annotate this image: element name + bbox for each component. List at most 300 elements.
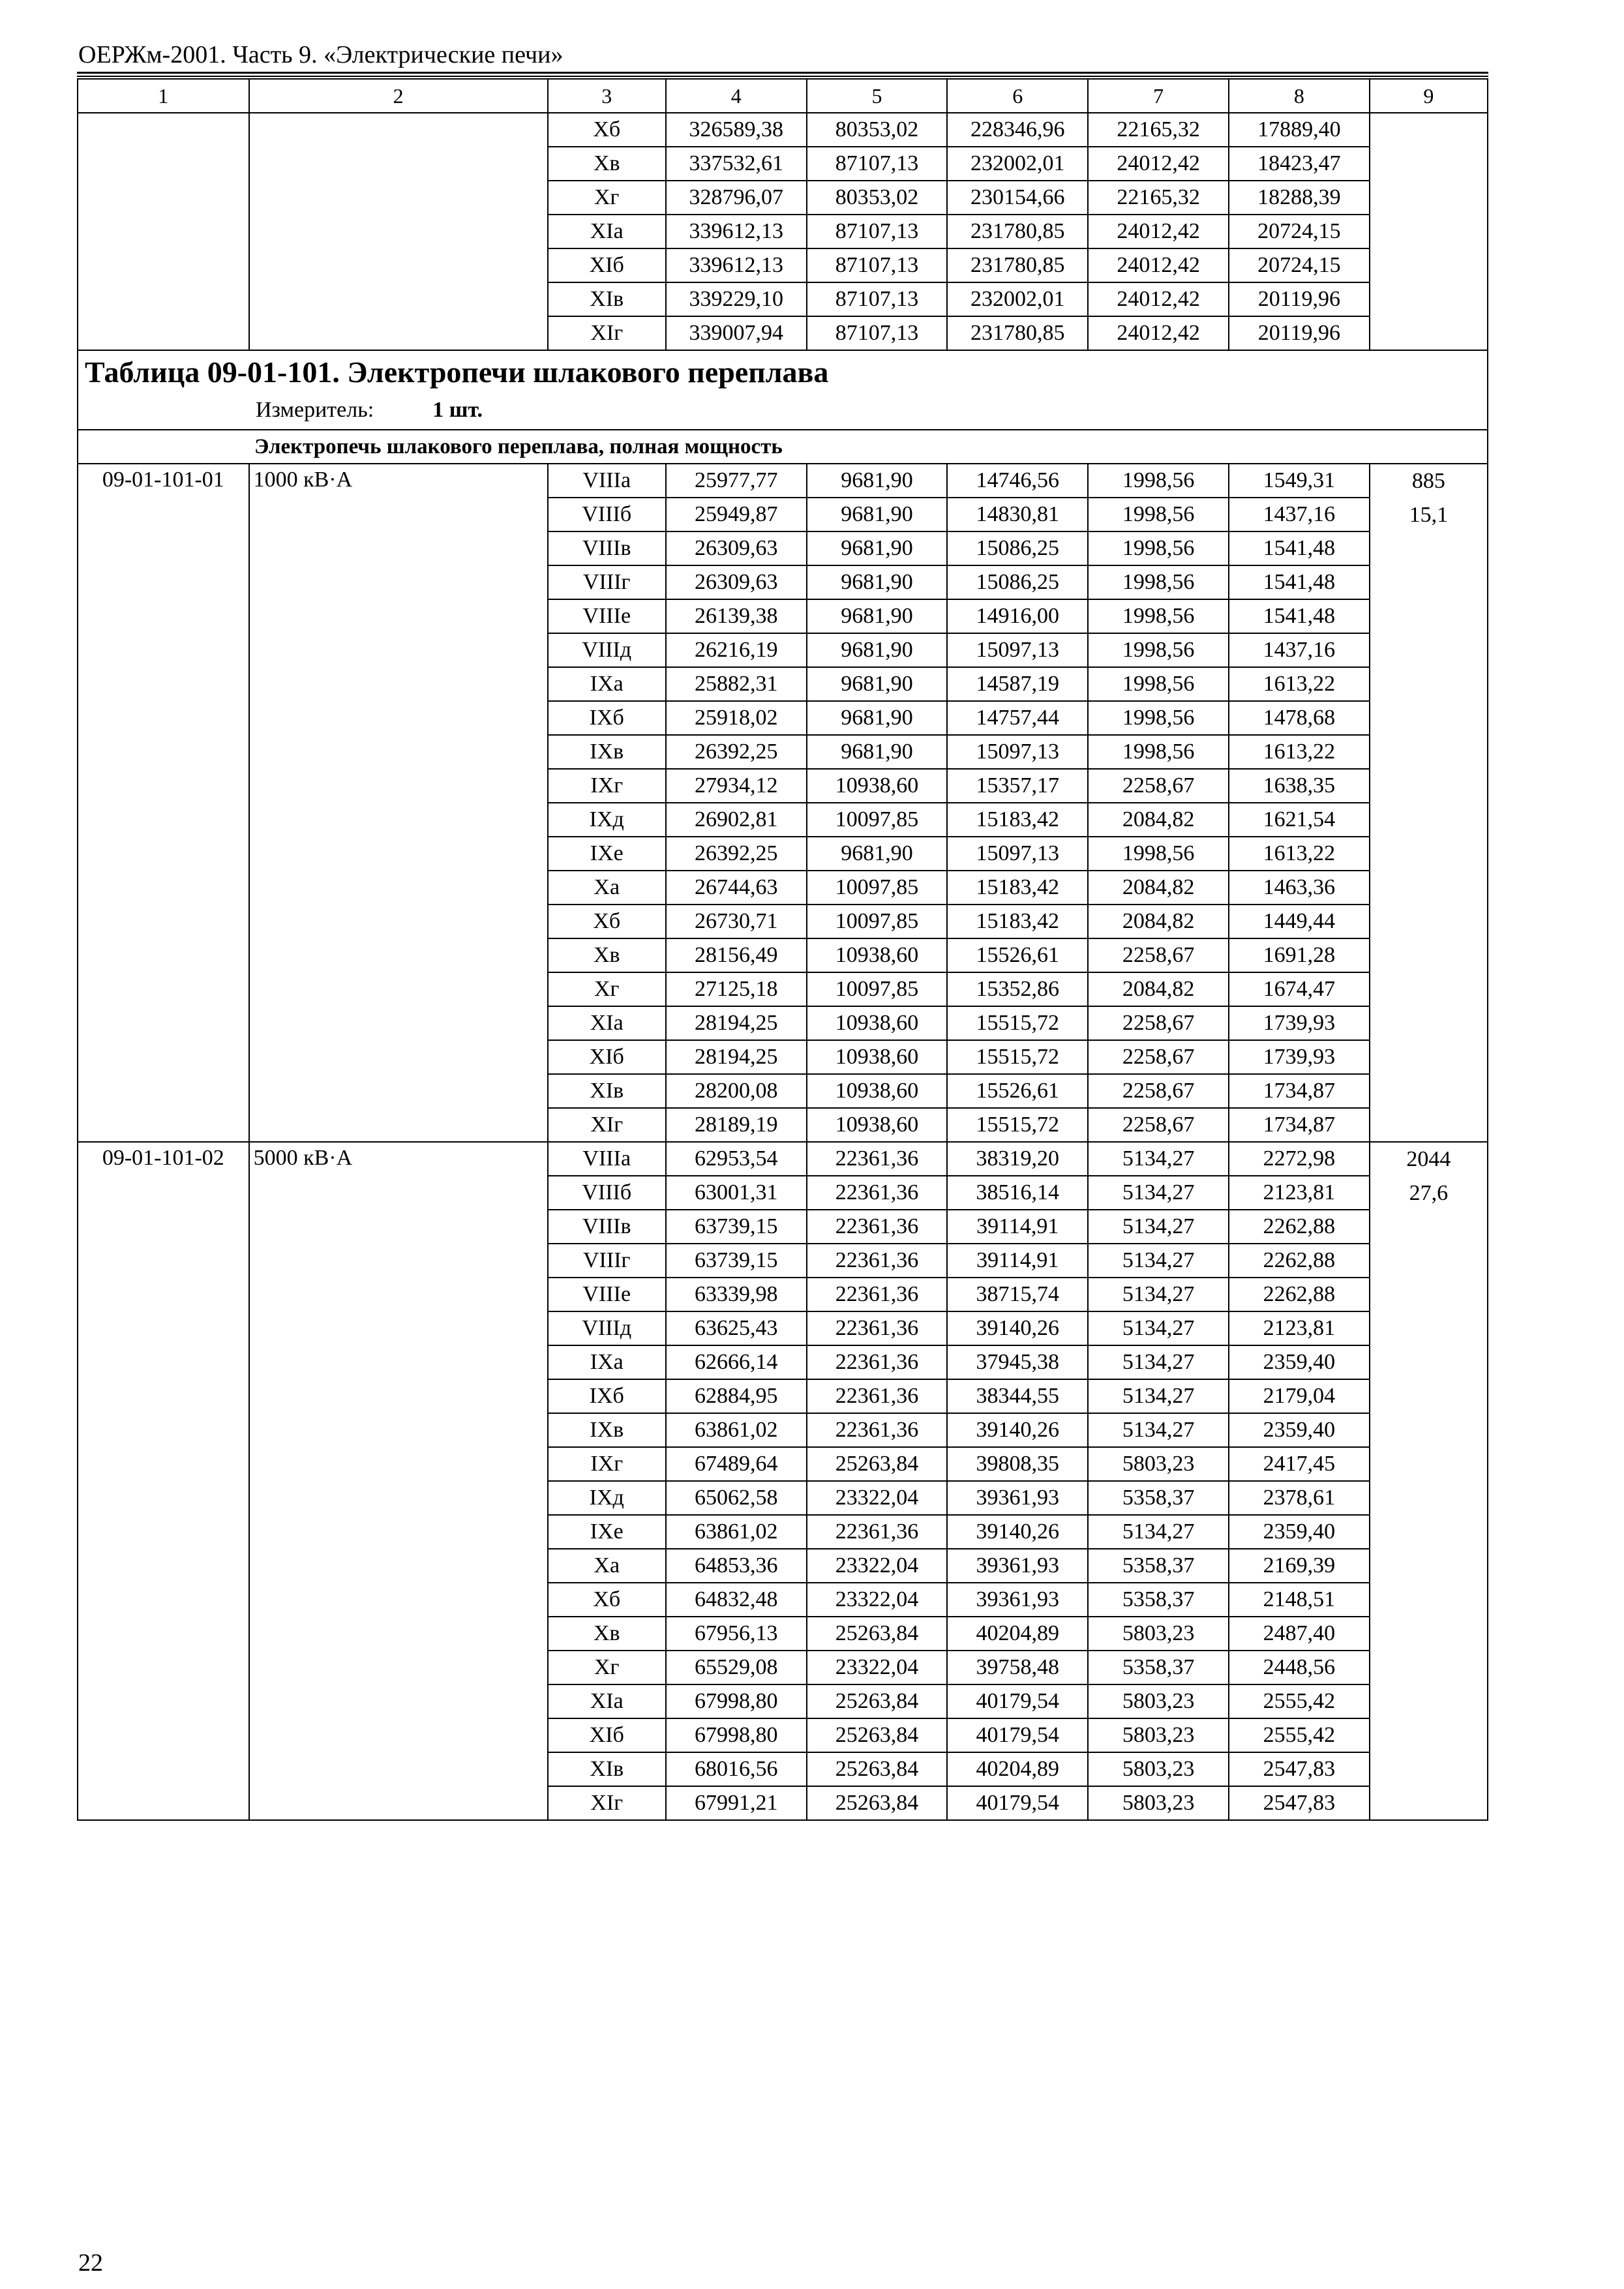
machinist-labor-cost: 15,1 <box>1409 503 1449 527</box>
total-cost-cell: 26744,63 <box>666 871 807 905</box>
materials-cell: 1613,22 <box>1229 837 1370 871</box>
machinist-wages-cell: 24012,42 <box>1088 248 1229 282</box>
materials-cell: 1437,16 <box>1229 498 1370 531</box>
wages-cell: 25263,84 <box>807 1752 948 1786</box>
equipment-operation-cell: 15097,13 <box>947 633 1088 667</box>
wages-cell: 87107,13 <box>807 215 948 248</box>
machinist-wages-cell: 24012,42 <box>1088 147 1229 181</box>
price-class-cell: Xа <box>548 871 666 905</box>
total-cost-cell: 28194,25 <box>666 1040 807 1074</box>
total-cost-cell: 64832,48 <box>666 1583 807 1617</box>
wages-cell: 22361,36 <box>807 1210 948 1244</box>
wages-cell: 22361,36 <box>807 1244 948 1278</box>
materials-cell: 2448,56 <box>1229 1651 1370 1684</box>
equipment-operation-cell: 38319,20 <box>947 1142 1088 1176</box>
column-number-row <box>78 79 1488 113</box>
materials-cell: 2359,40 <box>1229 1345 1370 1379</box>
equipment-operation-cell: 232002,01 <box>947 282 1088 316</box>
materials-cell: 1739,93 <box>1229 1040 1370 1074</box>
machinist-wages-cell: 1998,56 <box>1088 667 1229 701</box>
equipment-operation-cell: 15526,61 <box>947 1074 1088 1108</box>
price-class-cell: IXб <box>548 701 666 735</box>
table-title-row <box>78 350 1488 430</box>
wages-cell: 10938,60 <box>807 1006 948 1040</box>
materials-cell: 2359,40 <box>1229 1413 1370 1447</box>
total-cost-cell: 326589,38 <box>666 113 807 147</box>
total-cost-cell: 339612,13 <box>666 215 807 248</box>
labor-cost: 2044 <box>1406 1147 1451 1171</box>
materials-cell: 2417,45 <box>1229 1447 1370 1481</box>
total-cost-cell: 64853,36 <box>666 1549 807 1583</box>
machinist-wages-cell: 24012,42 <box>1088 316 1229 350</box>
wages-cell: 25263,84 <box>807 1684 948 1718</box>
machinist-wages-cell: 2258,67 <box>1088 1040 1229 1074</box>
materials-cell: 1638,35 <box>1229 769 1370 803</box>
wages-cell: 87107,13 <box>807 147 948 181</box>
materials-cell: 20724,15 <box>1229 215 1370 248</box>
total-cost-cell: 26309,63 <box>666 531 807 565</box>
materials-cell: 2262,88 <box>1229 1278 1370 1311</box>
price-class-cell: VIIIа <box>548 1142 666 1176</box>
price-class-cell: VIIIа <box>548 464 666 498</box>
wages-cell: 10097,85 <box>807 803 948 837</box>
total-cost-cell: 28156,49 <box>666 938 807 972</box>
wages-cell: 23322,04 <box>807 1549 948 1583</box>
total-cost-cell: 339612,13 <box>666 248 807 282</box>
equipment-operation-cell: 39114,91 <box>947 1244 1088 1278</box>
wages-cell: 23322,04 <box>807 1583 948 1617</box>
price-class-cell: XIб <box>548 1040 666 1074</box>
wages-cell: 10938,60 <box>807 1040 948 1074</box>
equipment-operation-cell: 40204,89 <box>947 1617 1088 1651</box>
total-cost-cell: 63625,43 <box>666 1311 807 1345</box>
price-table <box>77 78 1488 1821</box>
price-class-cell: Xг <box>548 972 666 1006</box>
wages-cell: 25263,84 <box>807 1617 948 1651</box>
materials-cell: 1674,47 <box>1229 972 1370 1006</box>
materials-cell: 1691,28 <box>1229 938 1370 972</box>
machinist-wages-cell: 5134,27 <box>1088 1244 1229 1278</box>
materials-cell: 2487,40 <box>1229 1617 1370 1651</box>
wages-cell: 22361,36 <box>807 1413 948 1447</box>
machinist-wages-cell: 5134,27 <box>1088 1379 1229 1413</box>
equipment-operation-cell: 228346,96 <box>947 113 1088 147</box>
equipment-operation-cell: 15086,25 <box>947 565 1088 599</box>
wages-cell: 9681,90 <box>807 599 948 633</box>
materials-cell: 18423,47 <box>1229 147 1370 181</box>
wages-cell: 10097,85 <box>807 871 948 905</box>
total-cost-cell: 63339,98 <box>666 1278 807 1311</box>
total-cost-cell: 68016,56 <box>666 1752 807 1786</box>
page-number: 22 <box>78 2249 103 2277</box>
materials-cell: 17889,40 <box>1229 113 1370 147</box>
table-row <box>78 1142 1488 1176</box>
total-cost-cell: 63861,02 <box>666 1515 807 1549</box>
total-cost-cell: 26730,71 <box>666 905 807 938</box>
equipment-operation-cell: 15515,72 <box>947 1006 1088 1040</box>
total-cost-cell: 26139,38 <box>666 599 807 633</box>
equipment-operation-cell: 231780,85 <box>947 248 1088 282</box>
materials-cell: 1613,22 <box>1229 735 1370 769</box>
price-class-cell: IXе <box>548 837 666 871</box>
machinist-wages-cell: 5803,23 <box>1088 1718 1229 1752</box>
machinist-wages-cell: 5358,37 <box>1088 1481 1229 1515</box>
wages-cell: 10097,85 <box>807 905 948 938</box>
total-cost-cell: 328796,07 <box>666 181 807 215</box>
wages-cell: 25263,84 <box>807 1718 948 1752</box>
equipment-operation-cell: 15086,25 <box>947 531 1088 565</box>
price-class-cell: Xб <box>548 113 666 147</box>
price-class-cell: IXг <box>548 1447 666 1481</box>
price-class-cell: IXд <box>548 803 666 837</box>
equipment-operation-cell: 230154,66 <box>947 181 1088 215</box>
total-cost-cell: 65062,58 <box>666 1481 807 1515</box>
wages-cell: 9681,90 <box>807 701 948 735</box>
column-number-cell: 6 <box>947 79 1088 113</box>
price-class-cell: VIIIг <box>548 565 666 599</box>
equipment-operation-cell: 39758,48 <box>947 1651 1088 1684</box>
price-class-cell: Xв <box>548 1617 666 1651</box>
machinist-wages-cell: 2258,67 <box>1088 1108 1229 1142</box>
equipment-operation-cell: 15097,13 <box>947 837 1088 871</box>
price-class-cell: Xв <box>548 938 666 972</box>
materials-cell: 20119,96 <box>1229 316 1370 350</box>
price-class-cell: XIб <box>548 248 666 282</box>
total-cost-cell: 25918,02 <box>666 701 807 735</box>
table-row <box>78 113 1488 147</box>
code-cell <box>78 113 249 350</box>
total-cost-cell: 63739,15 <box>666 1210 807 1244</box>
price-class-cell: IXв <box>548 1413 666 1447</box>
equipment-operation-cell: 39114,91 <box>947 1210 1088 1244</box>
equipment-operation-cell: 231780,85 <box>947 316 1088 350</box>
machinist-wages-cell: 5358,37 <box>1088 1583 1229 1617</box>
equipment-operation-cell: 14830,81 <box>947 498 1088 531</box>
machinist-wages-cell: 5803,23 <box>1088 1684 1229 1718</box>
equipment-operation-cell: 15097,13 <box>947 735 1088 769</box>
wages-cell: 9681,90 <box>807 667 948 701</box>
wages-cell: 23322,04 <box>807 1481 948 1515</box>
machinist-wages-cell: 5803,23 <box>1088 1617 1229 1651</box>
total-cost-cell: 339229,10 <box>666 282 807 316</box>
equipment-operation-cell: 37945,38 <box>947 1345 1088 1379</box>
wages-cell: 25263,84 <box>807 1447 948 1481</box>
wages-cell: 87107,13 <box>807 316 948 350</box>
machinist-wages-cell: 1998,56 <box>1088 701 1229 735</box>
materials-cell: 1613,22 <box>1229 667 1370 701</box>
machinist-wages-cell: 5134,27 <box>1088 1142 1229 1176</box>
materials-cell: 2179,04 <box>1229 1379 1370 1413</box>
price-class-cell: VIIIд <box>548 633 666 667</box>
table-title <box>78 350 1488 430</box>
materials-cell: 2272,98 <box>1229 1142 1370 1176</box>
total-cost-cell: 26902,81 <box>666 803 807 837</box>
materials-cell: 1549,31 <box>1229 464 1370 498</box>
price-class-cell: VIIIб <box>548 1176 666 1210</box>
equipment-operation-cell: 231780,85 <box>947 215 1088 248</box>
machinist-wages-cell: 5358,37 <box>1088 1549 1229 1583</box>
wages-cell: 22361,36 <box>807 1142 948 1176</box>
total-cost-cell: 25977,77 <box>666 464 807 498</box>
materials-cell: 2547,83 <box>1229 1786 1370 1820</box>
equipment-operation-cell: 15352,86 <box>947 972 1088 1006</box>
item-code: 09-01-101-02 <box>78 1142 249 1820</box>
total-cost-cell: 28189,19 <box>666 1108 807 1142</box>
column-number-cell: 3 <box>548 79 666 113</box>
price-class-cell: IXа <box>548 667 666 701</box>
total-cost-cell: 339007,94 <box>666 316 807 350</box>
materials-cell: 1734,87 <box>1229 1074 1370 1108</box>
item-code: 09-01-101-01 <box>78 464 249 1142</box>
wages-cell: 9681,90 <box>807 735 948 769</box>
machinist-wages-cell: 2084,82 <box>1088 972 1229 1006</box>
wages-cell: 9681,90 <box>807 531 948 565</box>
total-cost-cell: 63001,31 <box>666 1176 807 1210</box>
materials-cell: 2148,51 <box>1229 1583 1370 1617</box>
total-cost-cell: 67998,80 <box>666 1684 807 1718</box>
total-cost-cell: 26392,25 <box>666 837 807 871</box>
section-title: Электропечь шлакового переплава, полная мощность <box>78 430 1488 464</box>
machinist-wages-cell: 22165,32 <box>1088 181 1229 215</box>
equipment-operation-cell: 40204,89 <box>947 1752 1088 1786</box>
price-class-cell: IXг <box>548 769 666 803</box>
unit-cell <box>1370 113 1488 350</box>
column-number-cell: 9 <box>1370 79 1488 113</box>
machinist-wages-cell: 5134,27 <box>1088 1515 1229 1549</box>
table-title-text: Таблица 09-01-101. Электропечи шлакового переплава <box>85 355 829 389</box>
materials-cell: 1478,68 <box>1229 701 1370 735</box>
total-cost-cell: 62666,14 <box>666 1345 807 1379</box>
equipment-operation-cell: 15183,42 <box>947 871 1088 905</box>
machinist-wages-cell: 24012,42 <box>1088 215 1229 248</box>
machinist-wages-cell: 5358,37 <box>1088 1651 1229 1684</box>
total-cost-cell: 25882,31 <box>666 667 807 701</box>
machinist-wages-cell: 5134,27 <box>1088 1210 1229 1244</box>
price-class-cell: Xб <box>548 1583 666 1617</box>
machinist-labor-cost: 27,6 <box>1409 1181 1449 1205</box>
materials-cell: 1449,44 <box>1229 905 1370 938</box>
equipment-operation-cell: 38344,55 <box>947 1379 1088 1413</box>
header-rule-second <box>77 76 1488 77</box>
price-class-cell: XIб <box>548 1718 666 1752</box>
total-cost-cell: 26216,19 <box>666 633 807 667</box>
item-unit <box>1370 1142 1488 1820</box>
price-class-cell: IXа <box>548 1345 666 1379</box>
wages-cell: 10938,60 <box>807 1108 948 1142</box>
total-cost-cell: 26309,63 <box>666 565 807 599</box>
equipment-operation-cell: 39140,26 <box>947 1413 1088 1447</box>
wages-cell: 23322,04 <box>807 1651 948 1684</box>
materials-cell: 1739,93 <box>1229 1006 1370 1040</box>
equipment-operation-cell: 14916,00 <box>947 599 1088 633</box>
price-class-cell: IXб <box>548 1379 666 1413</box>
price-class-cell: VIIIд <box>548 1311 666 1345</box>
price-class-cell: VIIIв <box>548 1210 666 1244</box>
price-class-cell: XIг <box>548 1786 666 1820</box>
materials-cell: 2555,42 <box>1229 1684 1370 1718</box>
equipment-operation-cell: 14757,44 <box>947 701 1088 735</box>
total-cost-cell: 62884,95 <box>666 1379 807 1413</box>
machinist-wages-cell: 2084,82 <box>1088 871 1229 905</box>
total-cost-cell: 28200,08 <box>666 1074 807 1108</box>
wages-cell: 9681,90 <box>807 565 948 599</box>
wages-cell: 87107,13 <box>807 248 948 282</box>
equipment-operation-cell: 40179,54 <box>947 1786 1088 1820</box>
materials-cell: 1541,48 <box>1229 531 1370 565</box>
section-title-row <box>78 430 1488 464</box>
wages-cell: 22361,36 <box>807 1311 948 1345</box>
wages-cell: 22361,36 <box>807 1176 948 1210</box>
total-cost-cell: 63861,02 <box>666 1413 807 1447</box>
price-class-cell: IXд <box>548 1481 666 1515</box>
wages-cell: 80353,02 <box>807 113 948 147</box>
price-class-cell: XIа <box>548 215 666 248</box>
equipment-operation-cell: 39361,93 <box>947 1481 1088 1515</box>
column-number-cell: 8 <box>1229 79 1370 113</box>
total-cost-cell: 67998,80 <box>666 1718 807 1752</box>
machinist-wages-cell: 1998,56 <box>1088 837 1229 871</box>
total-cost-cell: 27934,12 <box>666 769 807 803</box>
header-rule <box>77 72 1488 74</box>
price-class-cell: XIа <box>548 1006 666 1040</box>
machinist-wages-cell: 22165,32 <box>1088 113 1229 147</box>
total-cost-cell: 25949,87 <box>666 498 807 531</box>
price-class-cell: Xб <box>548 905 666 938</box>
measure-value: 1 шт. <box>432 398 483 422</box>
price-class-cell: VIIIе <box>548 599 666 633</box>
machinist-wages-cell: 1998,56 <box>1088 599 1229 633</box>
equipment-operation-cell: 39140,26 <box>947 1515 1088 1549</box>
materials-cell: 1621,54 <box>1229 803 1370 837</box>
machinist-wages-cell: 5803,23 <box>1088 1752 1229 1786</box>
machinist-wages-cell: 5134,27 <box>1088 1345 1229 1379</box>
equipment-operation-cell: 39808,35 <box>947 1447 1088 1481</box>
materials-cell: 1463,36 <box>1229 871 1370 905</box>
materials-cell: 2169,39 <box>1229 1549 1370 1583</box>
equipment-operation-cell: 15515,72 <box>947 1108 1088 1142</box>
machinist-wages-cell: 5134,27 <box>1088 1176 1229 1210</box>
measure-label: Измеритель: <box>256 398 374 422</box>
machinist-wages-cell: 2258,67 <box>1088 938 1229 972</box>
machinist-wages-cell: 5134,27 <box>1088 1311 1229 1345</box>
equipment-operation-cell: 40179,54 <box>947 1718 1088 1752</box>
materials-cell: 2123,81 <box>1229 1311 1370 1345</box>
price-class-cell: XIв <box>548 1074 666 1108</box>
price-class-cell: VIIIв <box>548 531 666 565</box>
price-class-cell: XIг <box>548 1108 666 1142</box>
equipment-operation-cell: 15526,61 <box>947 938 1088 972</box>
equipment-operation-cell: 15357,17 <box>947 769 1088 803</box>
machinist-wages-cell: 1998,56 <box>1088 531 1229 565</box>
equipment-operation-cell: 15183,42 <box>947 905 1088 938</box>
equipment-operation-cell: 14746,56 <box>947 464 1088 498</box>
materials-cell: 2555,42 <box>1229 1718 1370 1752</box>
equipment-operation-cell: 38715,74 <box>947 1278 1088 1311</box>
wages-cell: 10938,60 <box>807 1074 948 1108</box>
measure-line <box>85 395 1481 425</box>
price-class-cell: IXв <box>548 735 666 769</box>
machinist-wages-cell: 5803,23 <box>1088 1786 1229 1820</box>
price-class-cell: Xг <box>548 181 666 215</box>
column-number-cell: 5 <box>807 79 948 113</box>
total-cost-cell: 63739,15 <box>666 1244 807 1278</box>
wages-cell: 10938,60 <box>807 938 948 972</box>
equipment-operation-cell: 232002,01 <box>947 147 1088 181</box>
machinist-wages-cell: 1998,56 <box>1088 498 1229 531</box>
column-number-cell: 2 <box>249 79 548 113</box>
total-cost-cell: 27125,18 <box>666 972 807 1006</box>
equipment-operation-cell: 14587,19 <box>947 667 1088 701</box>
price-class-cell: XIв <box>548 1752 666 1786</box>
machinist-wages-cell: 1998,56 <box>1088 633 1229 667</box>
table-row <box>78 464 1488 498</box>
materials-cell: 2359,40 <box>1229 1515 1370 1549</box>
total-cost-cell: 67489,64 <box>666 1447 807 1481</box>
price-class-cell: Xв <box>548 147 666 181</box>
machinist-wages-cell: 2258,67 <box>1088 1006 1229 1040</box>
price-class-cell: Xа <box>548 1549 666 1583</box>
machinist-wages-cell: 5134,27 <box>1088 1278 1229 1311</box>
document-header: ОЕРЖм-2001. Часть 9. «Электрические печи» <box>78 41 564 68</box>
materials-cell: 2378,61 <box>1229 1481 1370 1515</box>
materials-cell: 2262,88 <box>1229 1210 1370 1244</box>
materials-cell: 18288,39 <box>1229 181 1370 215</box>
machinist-wages-cell: 2084,82 <box>1088 905 1229 938</box>
equipment-operation-cell: 38516,14 <box>947 1176 1088 1210</box>
price-class-cell: VIIIг <box>548 1244 666 1278</box>
name-cell <box>249 113 548 350</box>
column-number-cell: 4 <box>666 79 807 113</box>
wages-cell: 80353,02 <box>807 181 948 215</box>
price-class-cell: VIIIб <box>548 498 666 531</box>
machinist-wages-cell: 1998,56 <box>1088 565 1229 599</box>
machinist-wages-cell: 24012,42 <box>1088 282 1229 316</box>
machinist-wages-cell: 1998,56 <box>1088 735 1229 769</box>
labor-cost: 885 <box>1411 469 1445 493</box>
materials-cell: 20724,15 <box>1229 248 1370 282</box>
item-name: 1000 кВ·А <box>249 464 548 1142</box>
column-number-cell: 7 <box>1088 79 1229 113</box>
wages-cell: 25263,84 <box>807 1786 948 1820</box>
price-class-cell: XIа <box>548 1684 666 1718</box>
equipment-operation-cell: 39140,26 <box>947 1311 1088 1345</box>
total-cost-cell: 67991,21 <box>666 1786 807 1820</box>
materials-cell: 2547,83 <box>1229 1752 1370 1786</box>
wages-cell: 9681,90 <box>807 464 948 498</box>
machinist-wages-cell: 2258,67 <box>1088 769 1229 803</box>
wages-cell: 9681,90 <box>807 837 948 871</box>
materials-cell: 2123,81 <box>1229 1176 1370 1210</box>
materials-cell: 1437,16 <box>1229 633 1370 667</box>
item-name: 5000 кВ·А <box>249 1142 548 1820</box>
machinist-wages-cell: 5134,27 <box>1088 1413 1229 1447</box>
materials-cell: 1734,87 <box>1229 1108 1370 1142</box>
equipment-operation-cell: 15183,42 <box>947 803 1088 837</box>
price-class-cell: VIIIе <box>548 1278 666 1311</box>
machinist-wages-cell: 1998,56 <box>1088 464 1229 498</box>
wages-cell: 9681,90 <box>807 633 948 667</box>
materials-cell: 2262,88 <box>1229 1244 1370 1278</box>
equipment-operation-cell: 15515,72 <box>947 1040 1088 1074</box>
materials-cell: 1541,48 <box>1229 599 1370 633</box>
wages-cell: 10938,60 <box>807 769 948 803</box>
wages-cell: 10097,85 <box>807 972 948 1006</box>
wages-cell: 87107,13 <box>807 282 948 316</box>
machinist-wages-cell: 2258,67 <box>1088 1074 1229 1108</box>
total-cost-cell: 337532,61 <box>666 147 807 181</box>
total-cost-cell: 67956,13 <box>666 1617 807 1651</box>
price-class-cell: Xг <box>548 1651 666 1684</box>
